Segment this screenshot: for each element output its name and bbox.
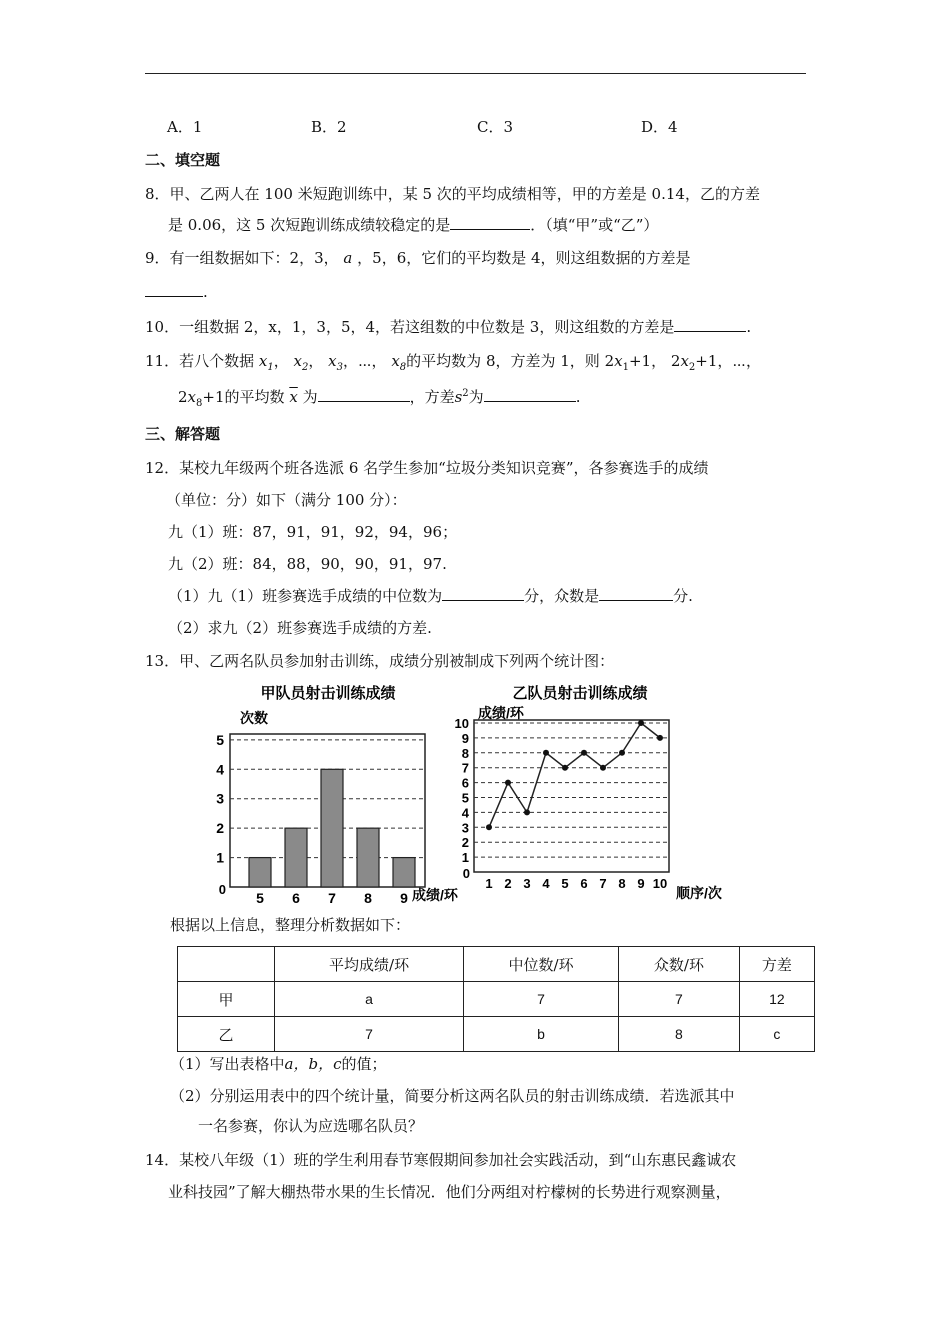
- choice-b: B．2: [311, 118, 347, 136]
- bar-chart-title: 甲队员射击训练成绩: [260, 685, 396, 702]
- line-ytick-label: 2: [461, 835, 469, 851]
- q13-part1-b: 的值；: [341, 1055, 387, 1073]
- line-chart-yi: [440, 678, 740, 910]
- q13-part2-line1: （2）分别运用表中的四个统计量，简要分析这两名队员的射击训练成绩．若选派其中: [170, 1087, 735, 1105]
- q12-line1: 12．某校九年级两个班各选派 6 名学生参加“垃圾分类知识竞赛”，各参赛选手的成绩: [145, 459, 709, 477]
- q8-text-b: ．（填“甲”或“乙”）: [530, 216, 659, 234]
- line-point: [638, 720, 644, 726]
- q11-x8: $x_8$: [391, 352, 407, 373]
- bar-ytick-label: 1: [216, 849, 224, 866]
- choice-d: D．4: [641, 118, 678, 136]
- q11-sep: ，: [308, 352, 324, 370]
- bar-xtick-label: 6: [292, 890, 300, 906]
- q11-blank-var[interactable]: [484, 387, 576, 402]
- bar-ytick-label: 3: [216, 790, 224, 807]
- line-ytick-label: 4: [461, 805, 469, 821]
- line-point: [600, 765, 606, 771]
- table-cell: b: [464, 1017, 619, 1052]
- line-xtick-label: 6: [580, 876, 588, 891]
- line-xtick-label: 1: [485, 876, 493, 891]
- line-point: [581, 750, 587, 756]
- q11-wei: 为: [302, 388, 318, 406]
- q11-sq: 2: [462, 388, 469, 399]
- table-header-cell: 平均成绩/环: [275, 947, 464, 982]
- q13-part1-vars: a，b，c: [284, 1055, 342, 1073]
- q11-sep: ，: [343, 352, 359, 370]
- q10-end: .: [746, 318, 752, 336]
- table-header-cell: 众数/环: [619, 947, 740, 982]
- bar-chart-jia: [200, 678, 480, 910]
- q11-wei2: 为: [468, 388, 484, 406]
- q9-text-a: 9．有一组数据如下：2，3，: [145, 249, 339, 267]
- line-xtick-label: 8: [618, 876, 626, 891]
- choice-c: C．3: [477, 118, 514, 136]
- stats-table: [177, 946, 815, 1052]
- q11-expr8: $2x_8+1$: [178, 388, 225, 409]
- line-ytick-label: 10: [454, 716, 469, 731]
- q9-blank[interactable]: [145, 282, 203, 297]
- q10-blank[interactable]: [674, 317, 746, 332]
- table-cell: 8: [619, 1017, 740, 1052]
- q11-line1: [145, 350, 761, 373]
- bar-8: [357, 828, 379, 887]
- q9-text-b: ，5，6，它们的平均数是 4，则这组数据的方差是: [357, 249, 691, 267]
- q11-blank-mean[interactable]: [318, 387, 410, 402]
- q11-s: s: [454, 388, 463, 406]
- line-point: [505, 780, 511, 786]
- q11-ellipsis: ⋯: [732, 352, 746, 370]
- bar-9: [393, 858, 415, 887]
- q12-blank-mode[interactable]: [599, 586, 673, 601]
- q9-var-a: a: [343, 249, 353, 267]
- bar-7: [321, 769, 343, 887]
- bar-ytick-label: 2: [216, 820, 224, 837]
- table-header-row: [178, 947, 815, 982]
- q11-x2: $x_2$: [293, 352, 309, 373]
- q12-part1-a: （1）九（1）班参赛选手成绩的中位数为: [168, 587, 443, 605]
- line-ytick-label: 5: [461, 790, 469, 806]
- section-solve: 三、解答题: [145, 425, 221, 443]
- line-ytick-label: 3: [461, 820, 469, 836]
- table-row: [178, 982, 815, 1017]
- table-header-cell: [178, 947, 275, 982]
- top-rule: [145, 73, 806, 74]
- line-ytick-label: 6: [461, 775, 469, 791]
- q13-part2-line2: 一名参赛，你认为应选哪名队员？: [198, 1117, 424, 1135]
- q13-line1: 13．甲、乙两名队员参加射击训练，成绩分别被制成下列两个统计图：: [145, 652, 615, 670]
- q11-sep: ，: [651, 352, 667, 370]
- table-row-label: 甲: [178, 982, 275, 1017]
- bar-xtick-label: 7: [328, 890, 336, 906]
- table-cell: 7: [275, 1017, 464, 1052]
- table-cell: 7: [464, 982, 619, 1017]
- line-point: [524, 809, 530, 815]
- q11-sep: ，: [371, 352, 387, 370]
- bar-xtick-label: 9: [400, 890, 408, 906]
- q11-start: 11．若八个数据: [145, 352, 255, 370]
- bar-ytick-label: 4: [216, 761, 224, 778]
- table-cell: 7: [619, 982, 740, 1017]
- bar-chart-xlabel: 成绩/环: [412, 887, 458, 903]
- q14-line2: 业科技园”了解大棚热带水果的生长情况．他们分两组对柠檬树的长势进行观察测量，: [168, 1183, 731, 1201]
- line-xtick-label: 10: [652, 876, 668, 891]
- q11-end: .: [575, 388, 581, 406]
- q9-end: .: [203, 283, 208, 301]
- table-cell: a: [275, 982, 464, 1017]
- bar-xtick-label: 8: [364, 890, 372, 906]
- q12-class1: 九（1）班：87，91，91，92，94，96；: [168, 523, 458, 541]
- line-xtick-label: 2: [504, 876, 512, 891]
- line-ytick-label: 1: [461, 850, 469, 866]
- q11-line2: [178, 386, 580, 409]
- line-chart-origin: 0: [462, 866, 470, 881]
- bar-chart-origin: 0: [218, 882, 226, 897]
- line-chart-frame: [474, 720, 669, 872]
- line-xtick-label: 5: [561, 876, 569, 891]
- q13-part1: [170, 1053, 387, 1074]
- q12-line2: （单位：分）如下（满分 100 分）：: [166, 491, 407, 509]
- line-point: [562, 765, 568, 771]
- section-fill-blank: 二、填空题: [145, 151, 221, 169]
- q12-part2: （2）求九（2）班参赛选手成绩的方差.: [168, 619, 432, 637]
- q11-sep: ，: [717, 352, 733, 370]
- q13-after-charts: 根据以上信息，整理分析数据如下：: [170, 916, 411, 934]
- q12-part1-c: 分.: [673, 587, 693, 605]
- table-row-label: 乙: [178, 1017, 275, 1052]
- line-point: [543, 750, 549, 756]
- table-row: [178, 1017, 815, 1052]
- q12-blank-median[interactable]: [442, 586, 524, 601]
- line-ytick-label: 9: [461, 730, 469, 746]
- q11-var-text: ，方差: [409, 388, 455, 406]
- q14-line1: 14．某校八年级（1）班的学生利用春节寒假期间参加社会实践活动，到“山东惠民鑫诚农: [145, 1151, 737, 1169]
- table-header-cell: 中位数/环: [464, 947, 619, 982]
- bar-6: [285, 828, 307, 887]
- q10-line: [145, 316, 751, 337]
- q13-part1-a: （1）写出表格中: [170, 1055, 285, 1073]
- q9-line2: [145, 282, 208, 301]
- q11-xbar: $\overline{x}$: [289, 388, 298, 406]
- table-cell: 12: [739, 982, 814, 1017]
- line-ytick-label: 8: [461, 745, 469, 761]
- q11-sep: ，: [745, 352, 761, 370]
- q11-mean-text: 的平均数为 8，方差为 1，则: [406, 352, 600, 370]
- q11-ellipsis: ⋯: [358, 352, 372, 370]
- line-point: [657, 735, 663, 741]
- line-chart-xlabel: 顺序/次: [676, 885, 722, 901]
- q8-text-a: 是 0.06，这 5 次短跑训练成绩较稳定的是: [168, 216, 451, 234]
- line-xtick-label: 7: [599, 876, 607, 891]
- q12-part1: [168, 585, 693, 606]
- bar-ytick-label: 5: [216, 731, 224, 748]
- q9-line1: [145, 247, 691, 268]
- bar-5: [249, 858, 271, 887]
- q8-line2: [168, 214, 658, 235]
- bar-chart-ylabel: 次数: [240, 710, 268, 726]
- q12-class2: 九（2）班：84，88，90，90，91，97.: [168, 555, 447, 573]
- line-xtick-label: 9: [637, 876, 645, 891]
- q11-sep: ，: [273, 352, 289, 370]
- table-cell: c: [739, 1017, 814, 1052]
- line-point: [619, 750, 625, 756]
- line-ytick-label: 7: [461, 760, 469, 776]
- q8-blank[interactable]: [450, 215, 530, 230]
- table-header-cell: 方差: [739, 947, 814, 982]
- line-xtick-label: 4: [542, 876, 550, 891]
- q8-line1: 8．甲、乙两人在 100 米短跑训练中，某 5 次的平均成绩相等，甲的方差是 0.14，乙的方差: [145, 185, 760, 203]
- line-point: [486, 824, 492, 830]
- q11-expr1: $2x_1+1$: [604, 352, 652, 373]
- q11-x3: $x_3$: [328, 352, 343, 373]
- line-xtick-label: 3: [523, 876, 531, 891]
- bar-xtick-label: 5: [256, 890, 264, 906]
- q11-x1: $x_1$: [258, 352, 274, 373]
- choice-a: A．1: [167, 118, 203, 136]
- q11-mid: 的平均数: [224, 388, 285, 406]
- line-chart-ylabel: 成绩/环: [478, 705, 524, 721]
- q12-part1-b: 分，众数是: [524, 587, 600, 605]
- line-chart-title: 乙队员射击训练成绩: [512, 685, 648, 702]
- q10-text: 10．一组数据 2，x，1，3，5，4，若这组数的中位数是 3，则这组数的方差是: [145, 318, 675, 336]
- q11-expr2: $2x_2+1$: [670, 352, 718, 373]
- line-chart-series: [489, 723, 660, 827]
